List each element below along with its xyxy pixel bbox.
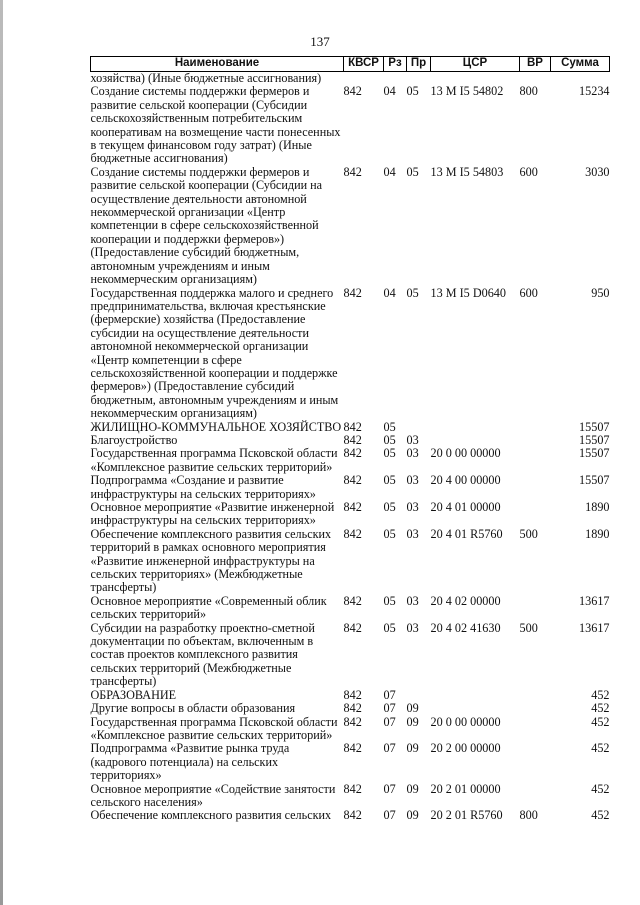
cell-vr <box>520 421 551 434</box>
budget-table <box>90 56 610 823</box>
cell-vr <box>520 434 551 447</box>
table-row <box>91 716 610 743</box>
cell-pr: 03 <box>406 432 419 447</box>
cell-name: Обеспечение комплексного развития сельских территорий в рамках основного мероприятия «Развитие инженерной инфраструктуры на сельских территориях» (Межбюджетные трансферты) <box>90 526 332 595</box>
cell-name: Создание системы поддержки фермеров и развитие сельской кооперации (Субсидии сельскохозяйственным потребительским кооперативам на возмещение части понесенных в текущем финансовом году затрат) (Иные бюджетные ассигнования) <box>90 84 341 166</box>
cell-kvsr: 842 <box>343 701 362 716</box>
cell-pr: 09 <box>406 781 419 796</box>
cell-rz: 07 <box>383 687 396 702</box>
cell-kvsr: 842 <box>343 446 362 461</box>
cell-vr <box>520 72 551 86</box>
table-row <box>91 421 610 434</box>
table-row <box>91 622 610 689</box>
cell-name: ОБРАЗОВАНИЕ <box>90 687 177 702</box>
cell-pr <box>407 421 431 434</box>
cell-rz: 04 <box>383 84 396 99</box>
table-row <box>91 528 610 595</box>
cell-vr <box>520 501 551 528</box>
cell-name: Государственная поддержка малого и среднего предпринимательства, включая крестьянские (фермерские) хозяйства (Предоставление субсидии на осуществление деятельности автономной некоммерческой организации «Центр компетенции в сфере сельскохозяйственной кооперации и поддержке фермеров») (Предоставление субсидий бюджетным, автономным учреждениям и иным некоммерческим организациям) <box>90 285 339 421</box>
cell-kvsr: 842 <box>343 620 362 635</box>
cell-sum: 452 <box>591 687 610 702</box>
cell-kvsr: 842 <box>343 473 362 488</box>
cell-kvsr: 842 <box>343 714 362 729</box>
table-row <box>91 501 610 528</box>
cell-pr: 09 <box>406 701 419 716</box>
cell-name: Основное мероприятие «Содействие занятости сельского населения» <box>90 781 336 809</box>
cell-vr: 800 <box>519 808 538 823</box>
cell-kvsr: 842 <box>343 419 362 434</box>
cell-csr: 20 4 01 R5760 <box>430 526 503 541</box>
cell-rz: 05 <box>383 620 396 635</box>
column-header-kvsr: КВСР <box>344 57 384 72</box>
cell-kvsr: 842 <box>343 500 362 514</box>
cell-rz: 07 <box>383 781 396 796</box>
cell-vr <box>520 689 551 702</box>
cell-vr <box>520 595 551 622</box>
cell-csr: 20 2 00 00000 <box>430 741 501 756</box>
cell-sum: 452 <box>591 701 610 716</box>
cell-name: ЖИЛИЩНО-КОММУНАЛЬНОЕ ХОЗЯЙСТВО <box>90 419 342 434</box>
cell-name: Другие вопросы в области образования <box>90 701 296 716</box>
cell-pr: 03 <box>406 620 419 635</box>
cell-pr: 03 <box>406 593 419 608</box>
cell-sum: 452 <box>591 714 610 729</box>
cell-vr: 600 <box>519 285 538 300</box>
cell-rz: 05 <box>383 419 396 434</box>
table-row <box>91 809 610 822</box>
cell-rz: 04 <box>383 164 396 179</box>
cell-pr: 09 <box>406 808 419 823</box>
cell-kvsr: 842 <box>343 808 362 823</box>
cell-csr: 20 4 02 41630 <box>430 620 501 635</box>
column-header-name: Наименование <box>91 57 344 72</box>
table-row <box>91 742 610 782</box>
cell-sum: 452 <box>591 781 610 796</box>
cell-sum: 15507 <box>579 419 610 434</box>
column-header-pr: Пр <box>407 57 431 72</box>
cell-name: Обеспечение комплексного развития сельских <box>90 808 332 823</box>
cell-name: хозяйства) (Иные бюджетные ассигнования) <box>90 71 322 85</box>
cell-csr: 20 4 02 00000 <box>430 593 501 608</box>
cell-sum: 13617 <box>579 620 610 635</box>
table-row <box>91 85 610 165</box>
cell-sum: 15507 <box>579 432 610 447</box>
cell-rz <box>384 72 407 86</box>
cell-name: Государственная программа Псковской области «Комплексное развитие сельских территорий» <box>90 446 338 474</box>
cell-kvsr: 842 <box>343 687 362 702</box>
cell-vr <box>520 447 551 474</box>
cell-rz: 05 <box>383 593 396 608</box>
cell-kvsr: 842 <box>343 741 362 756</box>
cell-csr: 13 М I5 54803 <box>430 164 504 179</box>
page-number: 137 <box>310 34 330 49</box>
table-row <box>91 166 610 287</box>
column-header-sum: Сумма <box>551 57 610 72</box>
cell-rz: 07 <box>383 714 396 729</box>
cell-kvsr: 842 <box>343 526 362 541</box>
cell-csr <box>431 702 520 715</box>
cell-vr <box>520 783 551 810</box>
cell-rz: 05 <box>383 526 396 541</box>
cell-csr <box>431 421 520 434</box>
cell-rz: 05 <box>383 432 396 447</box>
table-row <box>91 434 610 447</box>
cell-pr: 03 <box>406 446 419 461</box>
cell-kvsr: 842 <box>343 285 362 300</box>
cell-rz: 05 <box>383 500 396 514</box>
cell-sum <box>551 72 610 86</box>
cell-pr: 05 <box>406 164 419 179</box>
cell-name: Создание системы поддержки фермеров и развитие сельской кооперации (Субсидии на осуществление деятельности автономной некоммерческой организации «Центр компетенции в сфере сельскохозяйственной кооперации и поддержки фермеров») (Предоставление субсидий бюджетным, автономным учреждениям и иным некоммерческим организациям) <box>90 164 323 287</box>
cell-csr <box>431 72 520 86</box>
cell-rz: 04 <box>383 285 396 300</box>
cell-rz: 07 <box>383 741 396 756</box>
cell-csr: 13 М I5 D0640 <box>430 285 506 300</box>
cell-kvsr: 842 <box>343 164 362 179</box>
table-row <box>91 72 610 86</box>
cell-sum: 1890 <box>585 526 610 541</box>
cell-sum: 15507 <box>579 446 610 461</box>
cell-kvsr: 842 <box>343 781 362 796</box>
cell-vr <box>520 742 551 782</box>
column-header-rz: Рз <box>384 57 407 72</box>
scan-edge <box>0 0 3 905</box>
table-row <box>91 783 610 810</box>
cell-vr <box>520 716 551 743</box>
cell-name: Подпрограмма «Создание и развитие инфраструктуры на сельских территориях» <box>90 473 316 501</box>
cell-csr: 13 М I5 54802 <box>430 84 504 99</box>
table-row <box>91 689 610 702</box>
table-header <box>91 57 610 72</box>
cell-rz: 05 <box>383 446 396 461</box>
cell-name: Основное мероприятие «Современный облик сельских территорий» <box>90 593 327 622</box>
cell-pr: 03 <box>406 500 419 514</box>
cell-name: Подпрограмма «Развитие рынка труда (кадрового потенциала) на сельских территориях» <box>90 741 290 783</box>
cell-name: Государственная программа Псковской области «Комплексное развитие сельских территорий» <box>90 714 338 742</box>
cell-csr: 20 2 01 00000 <box>430 781 501 796</box>
cell-csr: 20 0 00 00000 <box>430 446 501 461</box>
cell-pr: 09 <box>406 714 419 729</box>
cell-csr: 20 2 01 R5760 <box>430 808 503 823</box>
cell-vr: 800 <box>519 84 538 99</box>
cell-sum: 452 <box>591 741 610 756</box>
cell-pr: 03 <box>406 526 419 541</box>
table-row <box>91 595 610 622</box>
cell-vr <box>520 702 551 715</box>
cell-rz: 05 <box>383 473 396 488</box>
cell-sum: 1890 <box>585 500 610 514</box>
cell-name: Субсидии на разработку проектно-сметной документации по объектам, включенным в состав проектов комплексного развития сельских территорий (Межбюджетные трансферты) <box>90 620 315 689</box>
cell-csr: 20 4 01 00000 <box>430 500 501 514</box>
cell-rz: 07 <box>383 808 396 823</box>
table-row <box>91 702 610 715</box>
cell-vr <box>520 474 551 501</box>
cell-pr: 09 <box>406 741 419 756</box>
cell-rz: 07 <box>383 701 396 716</box>
cell-vr: 600 <box>519 164 538 179</box>
cell-kvsr: 842 <box>343 593 362 608</box>
cell-vr: 500 <box>519 526 538 541</box>
cell-name: Основное мероприятие «Развитие инженерной инфраструктуры на сельских территориях» <box>90 500 335 528</box>
cell-kvsr <box>344 72 384 86</box>
cell-vr: 500 <box>519 620 538 635</box>
table-row <box>91 287 610 421</box>
cell-pr <box>407 72 431 86</box>
cell-sum: 15234 <box>579 84 610 99</box>
column-header-vr: ВР <box>520 57 551 72</box>
cell-csr <box>431 434 520 447</box>
cell-csr <box>431 689 520 702</box>
table-row <box>91 447 610 474</box>
cell-sum: 950 <box>591 285 610 300</box>
cell-name: Благоустройство <box>90 432 178 447</box>
cell-sum: 15507 <box>579 473 610 488</box>
cell-pr <box>407 689 431 702</box>
cell-csr: 20 4 00 00000 <box>430 473 501 488</box>
column-header-csr: ЦСР <box>431 57 520 72</box>
cell-sum: 3030 <box>585 164 610 179</box>
cell-csr: 20 0 00 00000 <box>430 714 501 729</box>
cell-kvsr: 842 <box>343 432 362 447</box>
table-row <box>91 474 610 501</box>
table-body <box>91 72 610 823</box>
cell-pr: 05 <box>406 84 419 99</box>
cell-sum: 452 <box>591 808 610 823</box>
cell-kvsr: 842 <box>343 84 362 99</box>
cell-pr: 05 <box>406 285 419 300</box>
cell-pr: 03 <box>406 473 419 488</box>
cell-sum: 13617 <box>579 593 610 608</box>
